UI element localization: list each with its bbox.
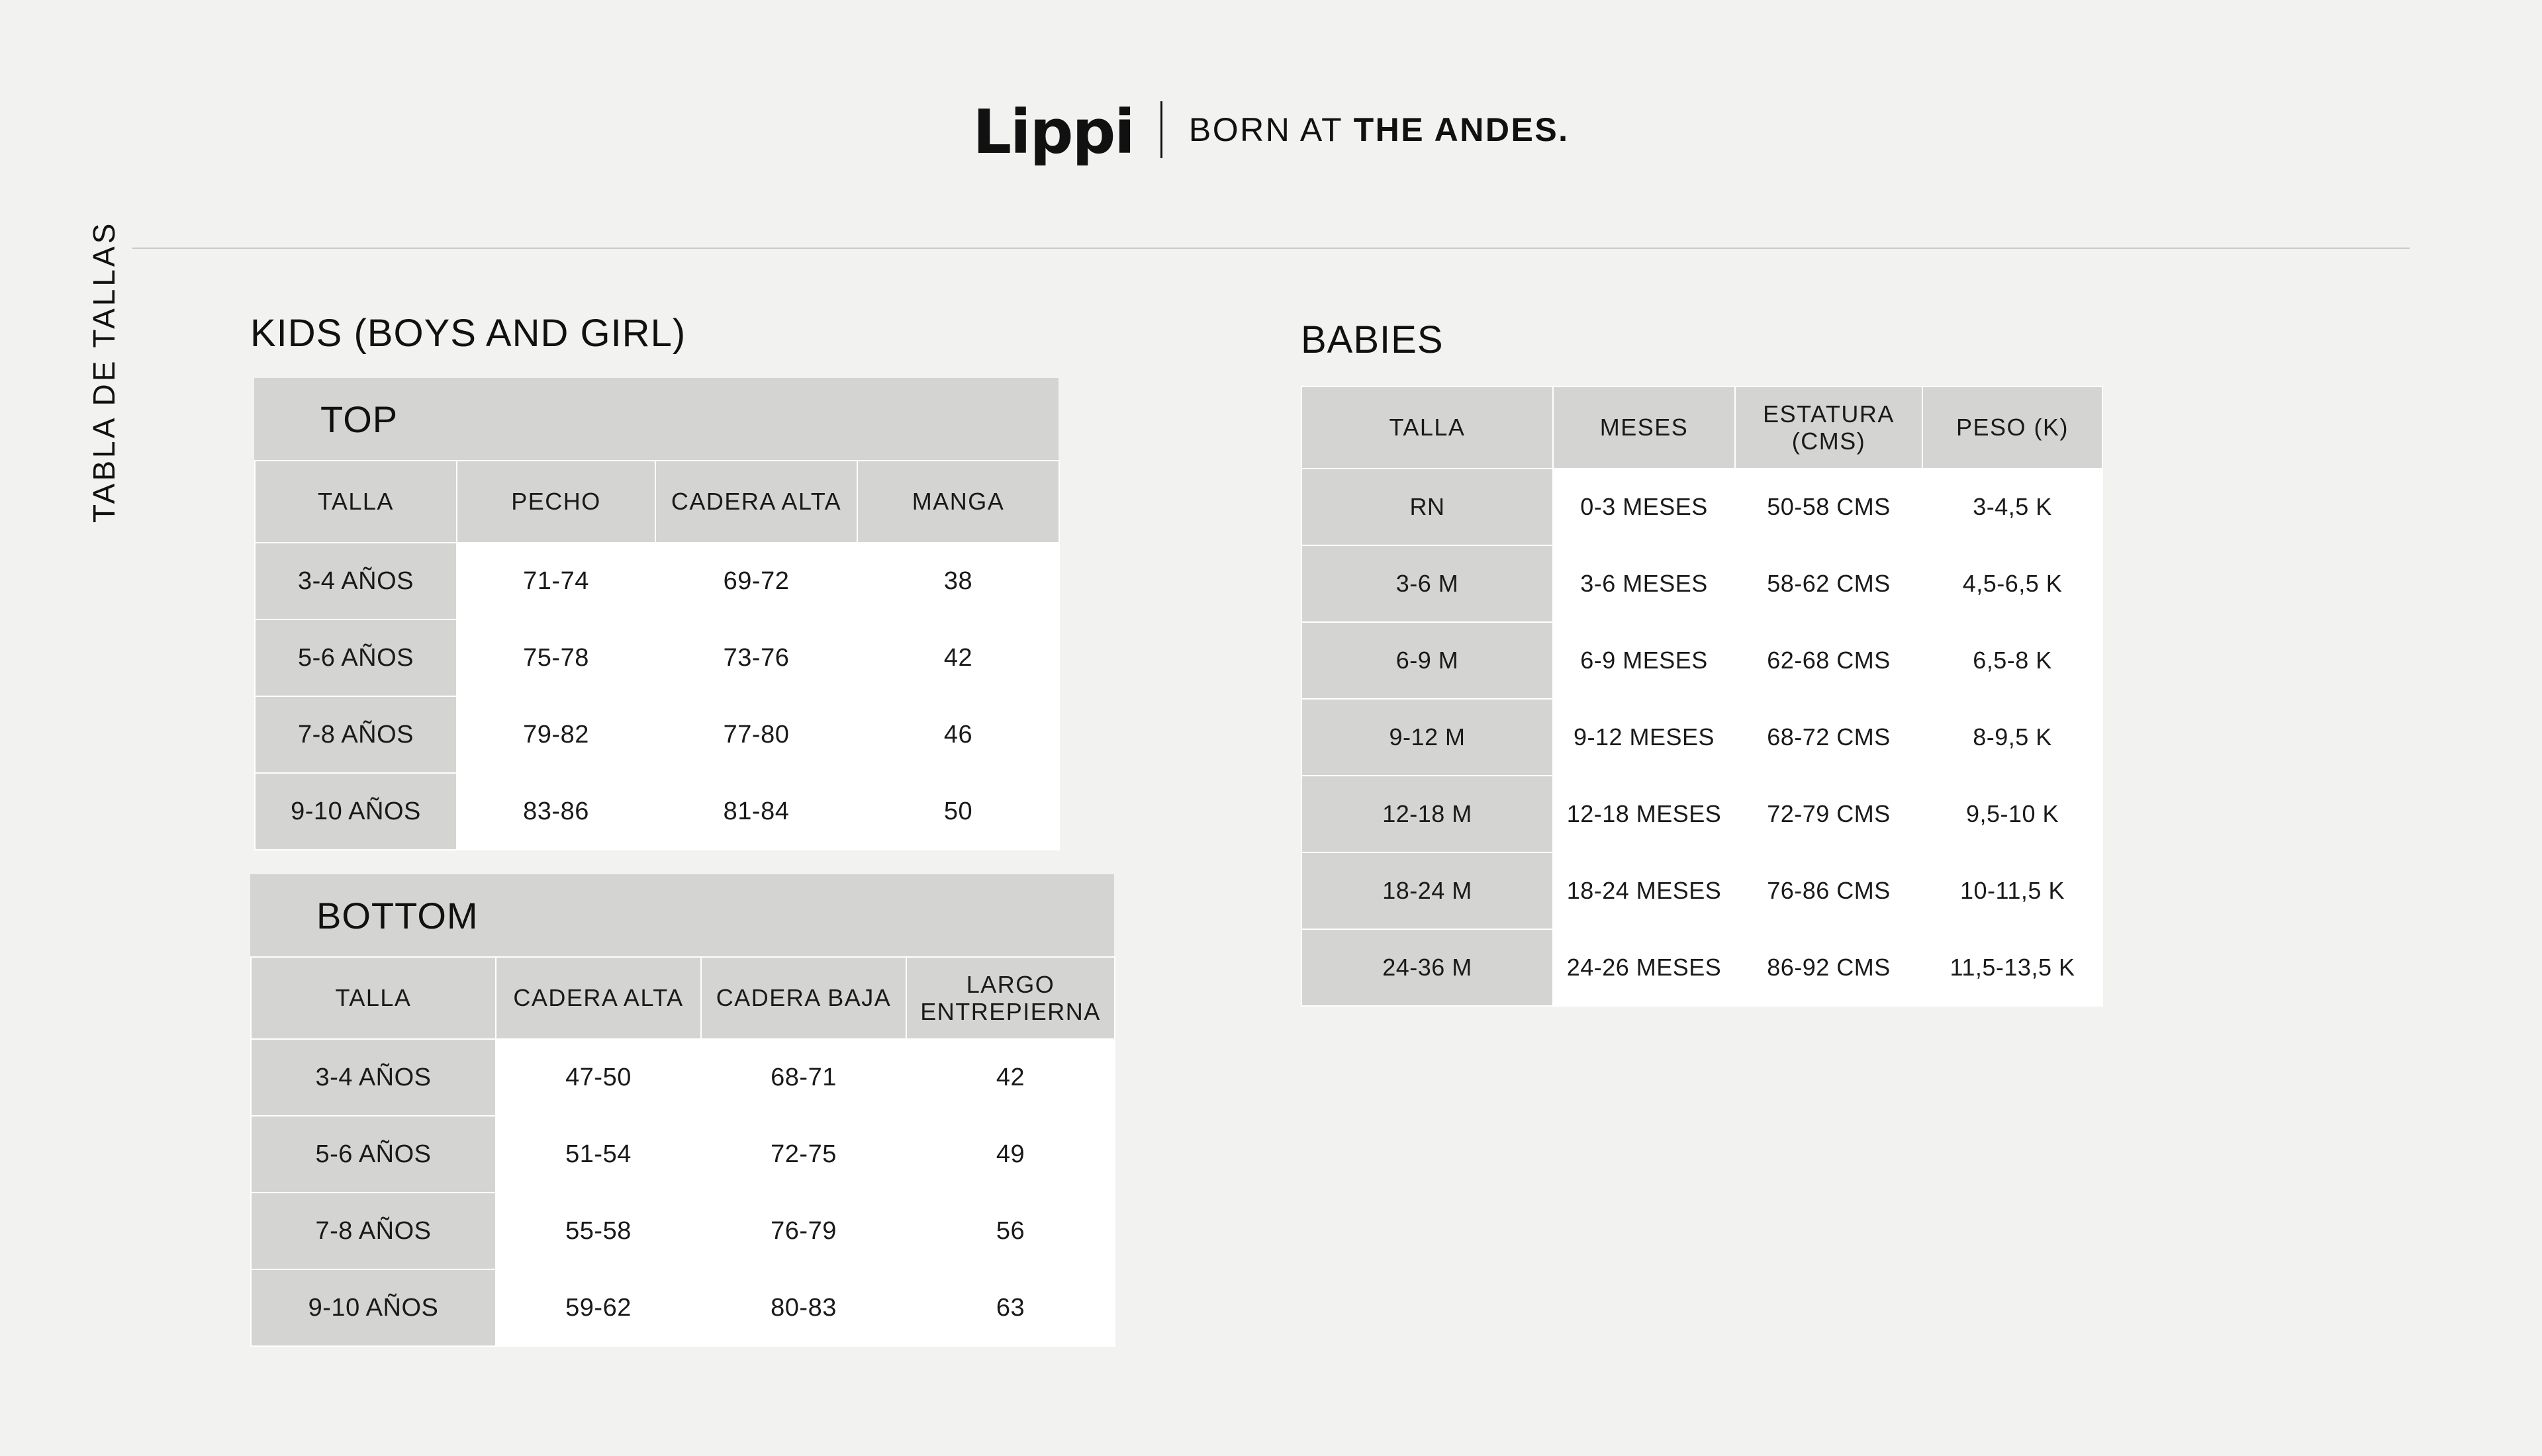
table-row (255, 619, 1059, 696)
cell-value: 77-80 (655, 696, 857, 773)
table-header-row (251, 957, 1115, 1039)
cell-value: 24-26 MESES (1553, 929, 1735, 1006)
cell-value: 0-3 MESES (1553, 469, 1735, 545)
column-header: LARGO ENTREPIERNA (906, 957, 1115, 1039)
column-header: PECHO (457, 461, 655, 543)
table-row (1301, 622, 2102, 699)
cell-value: 80-83 (701, 1269, 906, 1346)
cell-value: 83-86 (457, 773, 655, 850)
babies-table (1301, 386, 2103, 1007)
cell-value: 55-58 (496, 1193, 701, 1269)
cell-value: 11,5-13,5 K (1922, 929, 2102, 1006)
table-row (251, 1116, 1115, 1193)
cell-value: 10-11,5 K (1922, 852, 2102, 929)
table-row (1301, 699, 2102, 776)
cell-value: 63 (906, 1269, 1115, 1346)
row-label: 3-4 AÑOS (255, 543, 457, 619)
kids-top-table (254, 460, 1060, 850)
cell-value: 12-18 MESES (1553, 776, 1735, 852)
row-label: 9-12 M (1301, 699, 1553, 776)
table-row (1301, 545, 2102, 622)
table-row (251, 1269, 1115, 1346)
cell-value: 50-58 CMS (1735, 469, 1922, 545)
row-label: 5-6 AÑOS (251, 1116, 496, 1193)
row-label: 5-6 AÑOS (255, 619, 457, 696)
lippi-logo: Lippi (972, 97, 1134, 167)
cell-value: 75-78 (457, 619, 655, 696)
cell-value: 72-79 CMS (1735, 776, 1922, 852)
cell-value: 46 (857, 696, 1059, 773)
cell-value: 68-71 (701, 1039, 906, 1116)
cell-value: 62-68 CMS (1735, 622, 1922, 699)
cell-value: 73-76 (655, 619, 857, 696)
column-header: MANGA (857, 461, 1059, 543)
column-header: TALLA (255, 461, 457, 543)
babies-section (1301, 318, 2108, 1007)
row-label: RN (1301, 469, 1553, 545)
cell-value: 79-82 (457, 696, 655, 773)
column-header: CADERA BAJA (701, 957, 906, 1039)
cell-value: 9,5-10 K (1922, 776, 2102, 852)
row-label: 7-8 AÑOS (255, 696, 457, 773)
cell-value: 4,5-6,5 K (1922, 545, 2102, 622)
row-label: 9-10 AÑOS (251, 1269, 496, 1346)
table-row (251, 1039, 1115, 1116)
row-label: 24-36 M (1301, 929, 1553, 1006)
cell-value: 68-72 CMS (1735, 699, 1922, 776)
table-row (255, 773, 1059, 850)
column-header: PESO (K) (1922, 387, 2102, 469)
cell-value: 59-62 (496, 1269, 701, 1346)
cell-value: 9-12 MESES (1553, 699, 1735, 776)
cell-value: 56 (906, 1193, 1115, 1269)
cell-value: 47-50 (496, 1039, 701, 1116)
row-label: 3-4 AÑOS (251, 1039, 496, 1116)
brand-divider (1160, 101, 1162, 158)
cell-value: 6-9 MESES (1553, 622, 1735, 699)
cell-value: 42 (906, 1039, 1115, 1116)
row-label: 18-24 M (1301, 852, 1553, 929)
row-label: 6-9 M (1301, 622, 1553, 699)
header-divider-rule (132, 248, 2410, 249)
cell-value: 69-72 (655, 543, 857, 619)
column-header: CADERA ALTA (496, 957, 701, 1039)
cell-value: 3-6 MESES (1553, 545, 1735, 622)
cell-value: 58-62 CMS (1735, 545, 1922, 622)
vertical-page-label: TABLA DE TALLAS (87, 220, 121, 523)
column-header: CADERA ALTA (655, 461, 857, 543)
kids-bottom-band: BOTTOM (250, 874, 1114, 956)
cell-value: 49 (906, 1116, 1115, 1193)
cell-value: 3-4,5 K (1922, 469, 2102, 545)
tagline-bold: THE ANDES. (1353, 111, 1570, 148)
page-header (0, 0, 2542, 225)
table-row (1301, 469, 2102, 545)
cell-value: 72-75 (701, 1116, 906, 1193)
brand-tagline (1189, 111, 1570, 149)
cell-value: 42 (857, 619, 1059, 696)
cell-value: 8-9,5 K (1922, 699, 2102, 776)
table-row (255, 696, 1059, 773)
kids-section (250, 311, 1124, 1347)
table-row (1301, 929, 2102, 1006)
column-header: TALLA (251, 957, 496, 1039)
table-header-row (1301, 387, 2102, 469)
cell-value: 76-79 (701, 1193, 906, 1269)
cell-value: 81-84 (655, 773, 857, 850)
table-header-row (255, 461, 1059, 543)
brand-lockup (0, 0, 2542, 167)
cell-value: 71-74 (457, 543, 655, 619)
cell-value: 18-24 MESES (1553, 852, 1735, 929)
row-label: 7-8 AÑOS (251, 1193, 496, 1269)
column-header: TALLA (1301, 387, 1553, 469)
cell-value: 76-86 CMS (1735, 852, 1922, 929)
kids-section-title: KIDS (BOYS AND GIRL) (250, 312, 686, 355)
kids-top-band: TOP (254, 378, 1059, 460)
table-row (251, 1193, 1115, 1269)
cell-value: 6,5-8 K (1922, 622, 2102, 699)
row-label: 3-6 M (1301, 545, 1553, 622)
row-label: 12-18 M (1301, 776, 1553, 852)
kids-bottom-table (250, 956, 1115, 1347)
cell-value: 38 (857, 543, 1059, 619)
babies-section-title: BABIES (1301, 318, 1444, 361)
column-header: MESES (1553, 387, 1735, 469)
row-label: 9-10 AÑOS (255, 773, 457, 850)
cell-value: 86-92 CMS (1735, 929, 1922, 1006)
cell-value: 51-54 (496, 1116, 701, 1193)
table-row (1301, 776, 2102, 852)
column-header: ESTATURA (CMS) (1735, 387, 1922, 469)
cell-value: 50 (857, 773, 1059, 850)
table-row (1301, 852, 2102, 929)
table-row (255, 543, 1059, 619)
tagline-light: BORN AT (1188, 111, 1354, 148)
